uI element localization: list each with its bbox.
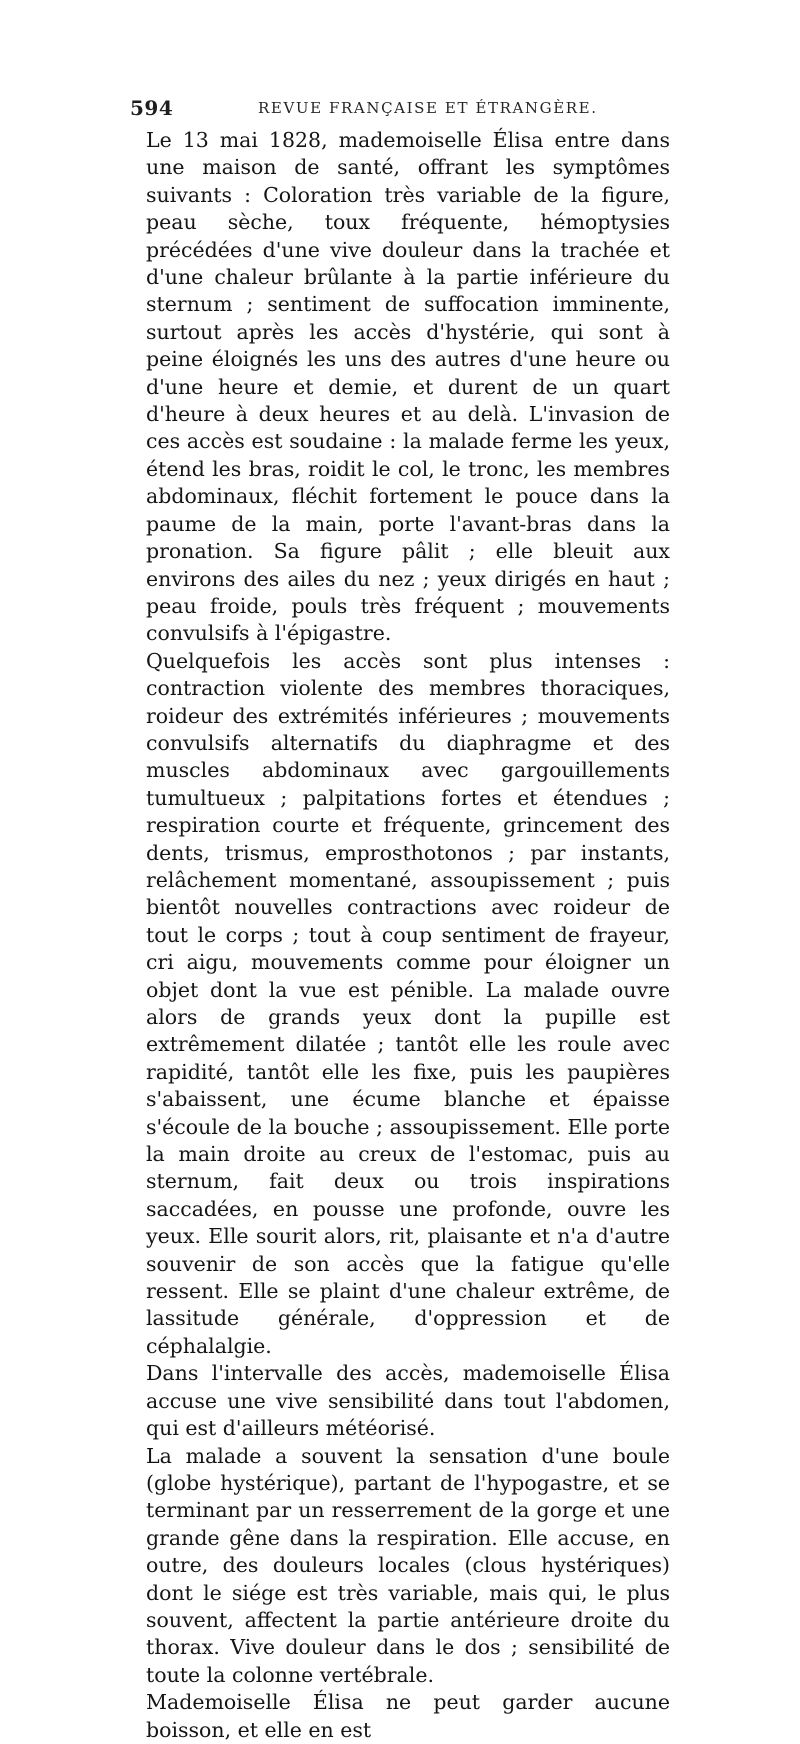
body-text <box>146 127 670 1744</box>
paragraph-hysterical-globe: La malade a souvent la sensation d'une boule (globe hystérique), partant de l'hypogastre, et se terminant par un resserrement de la gorge et une grande gêne dans la respiration. Elle accuse, en outre, des douleurs locales (clous hystériques) dont le siége est très variable, mais qui, le plus souvent, affectent la partie antérieure droite du thorax. Vive douleur dans le dos ; sensibilité de toute la colonne vertébrale. <box>146 1443 670 1687</box>
paragraph-case-description: Le 13 mai 1828, mademoiselle Élisa entre dans une maison de santé, offrant les symptômes suivants : Coloration très variable de la figure, peau sèche, toux fréquente, hémoptysies précédées d'une vive douleur dans la trachée et d'une chaleur brûlante à la partie inférieure du sternum ; sentiment de suffocation imminente, surtout après les accès d'hystérie, qui sont à peine éloignés les uns des autres d'une heure ou d'une heure et demie, et durent de un quart d'heure à deux heures et au delà. L'invasion de ces accès est soudaine : la malade ferme les yeux, étend les bras, roidit le col, le tronc, les membres abdominaux, fléchit fortement le pouce dans la paume de la main, porte l'avant-bras dans la pronation. Sa figure pâlit ; elle bleuit aux environs des ailes du nez ; yeux dirigés en haut ; peau froide, pouls très fréquent ; mouvements convulsifs à l'épigastre. <box>146 128 670 646</box>
paragraph-interval: Dans l'intervalle des accès, mademoiselle Élisa accuse une vive sensibilité dans tout l'abdomen, qui est d'ailleurs météorisé. <box>146 1361 670 1441</box>
paragraph-intense-attacks: Quelquefois les accès sont plus intenses : contraction violente des membres thoraciques, roideur des extrémités inférieures ; mouvements convulsifs alternatifs du diaphragme et des muscles abdominaux avec gargouillements tumultueux ; palpitations fortes et étendues ; respiration courte et fréquente, grincement des dents, trismus, emprosthotonos ; par instants, relâchement momentané, assoupissement ; puis bientôt nouvelles contractions avec roideur de tout le corps ; tout à coup sentiment de frayeur, cri aigu, mouvements comme pour éloigner un objet dont la vue est pénible. La malade ouvre alors de grands yeux dont la pupille est extrêmement dilatée ; tantôt elle les roule avec rapidité, tantôt elle les fixe, puis les paupières s'abaissent, une écume blanche et épaisse s'écoule de la bouche ; assoupissement. Elle porte la main droite au creux de l'estomac, puis au sternum, fait deux ou trois inspirations saccadées, en pousse une profonde, ouvre les yeux. Elle sourit alors, rit, plaisante et n'a d'autre souvenir de son accès que la fatigue qu'elle ressent. Elle se plaint d'une chaleur extrême, de lassitude générale, d'oppression et de céphalalgie. <box>146 648 670 1358</box>
page-number: 594 <box>130 96 174 120</box>
running-head: REVUE FRANÇAISE ET ÉTRANGÈRE. <box>258 99 598 117</box>
page-header <box>130 96 670 126</box>
paragraph-continuation: Mademoiselle Élisa ne peut garder aucune boisson, et elle en est <box>146 1690 670 1742</box>
